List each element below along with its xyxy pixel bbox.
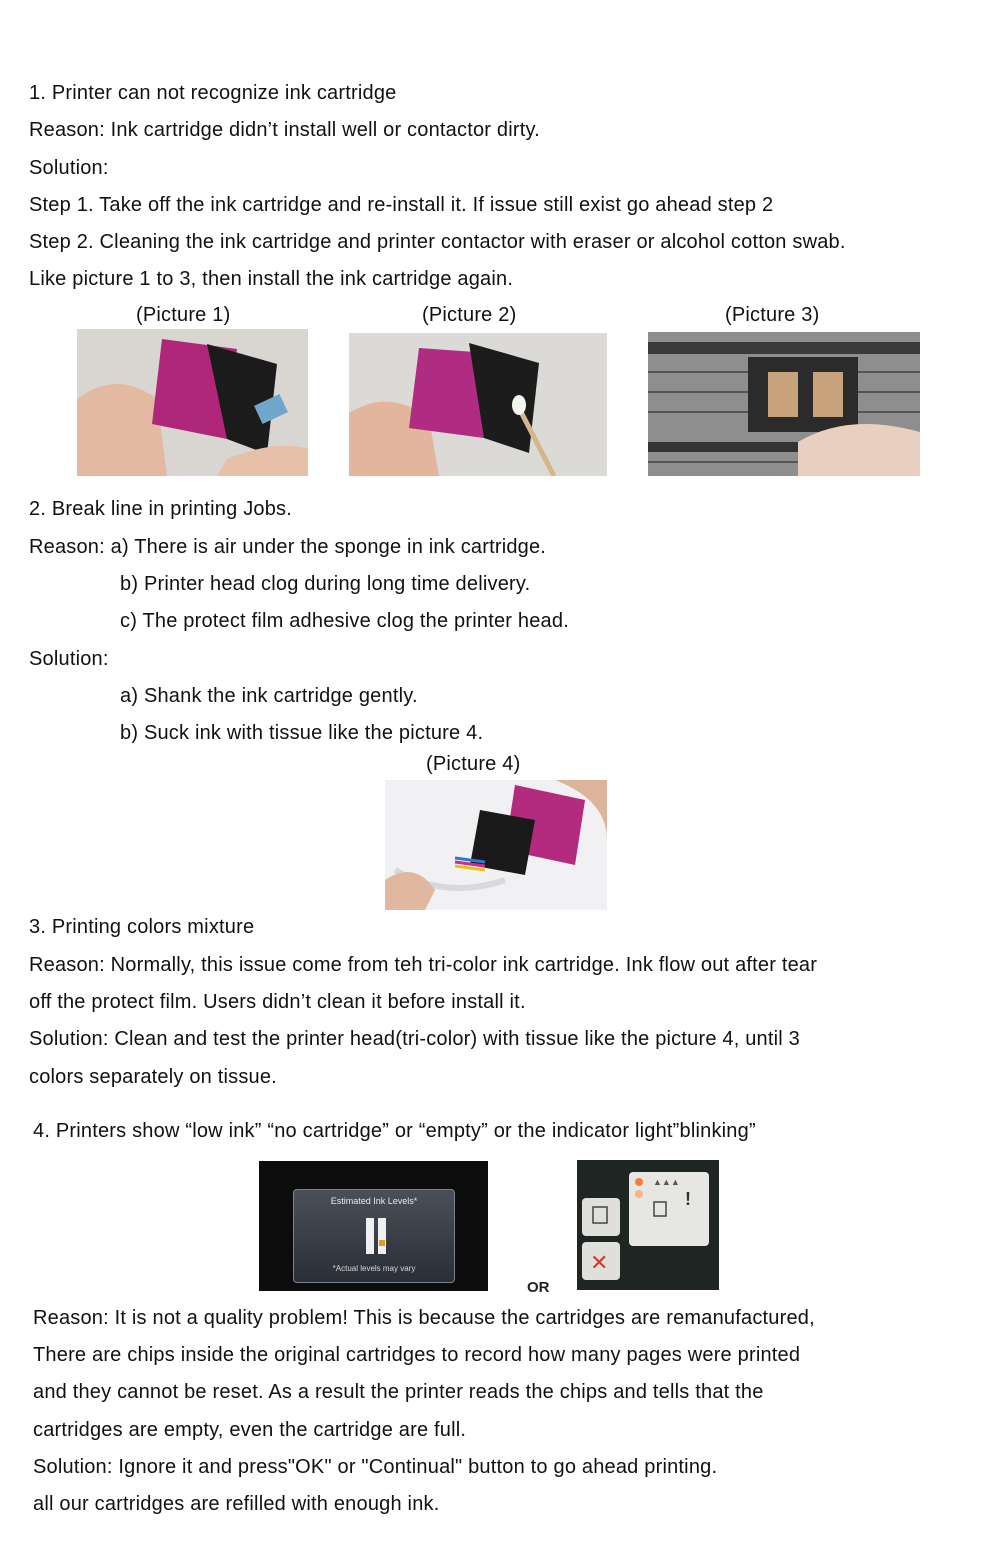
section3-reason-1: Reason: Normally, this issue come from teh tri-color ink cartridge. Ink flow out after tear [29, 954, 818, 976]
svg-text:!: ! [685, 1189, 691, 1209]
section2-solution-a: a) Shank the ink cartridge gently. [120, 685, 418, 707]
section4-reason-2: There are chips inside the original cartridges to record how many pages were printed [33, 1344, 801, 1366]
section2-solution-b: b) Suck ink with tissue like the picture 4. [120, 722, 484, 744]
ink-levels-note: *Actual levels may vary [332, 1264, 416, 1273]
picture1-caption: (Picture 1) [136, 304, 231, 326]
section2-solution-label: Solution: [29, 648, 109, 670]
section2-reason-c: c) The protect film adhesive clog the printer head. [120, 610, 569, 632]
section4-reason-4: cartridges are empty, even the cartridge are full. [33, 1419, 467, 1441]
picture1-cartridge-eraser-photo [77, 329, 308, 476]
section4-heading: 4. Printers show “low ink” “no cartridge” or “empty” or the indicator light”blinking” [33, 1120, 756, 1142]
section3-solution-2: colors separately on tissue. [29, 1066, 277, 1088]
section3-solution-1: Solution: Clean and test the printer head(tri-color) with tissue like the picture 4, until 3 [29, 1028, 801, 1050]
section2-reason-b: b) Printer head clog during long time delivery. [120, 573, 531, 595]
picture2-cartridge-swab-photo [349, 333, 607, 476]
section4-solution: Solution: Ignore it and press"OK" or "Continual" button to go ahead printing. [33, 1456, 718, 1478]
ink-levels-screen-photo [259, 1161, 488, 1291]
section1-step2: Step 2. Cleaning the ink cartridge and printer contactor with eraser or alcohol cotton swab. [29, 231, 846, 253]
section4-reason-1: Reason: It is not a quality problem! This is because the cartridges are remanufactured, [33, 1307, 815, 1329]
section1-reason: Reason: Ink cartridge didn’t install well or contactor dirty. [29, 119, 540, 141]
section4-closing: all our cartridges are refilled with enough ink. [33, 1493, 440, 1515]
section2-reason-a: Reason: a) There is air under the sponge in ink cartridge. [29, 536, 547, 558]
ink-bar-black [366, 1218, 374, 1254]
printer-control-panel-photo [577, 1160, 719, 1290]
ink-levels-title: Estimated Ink Levels* [330, 1196, 418, 1206]
ink-bar-color [378, 1218, 386, 1254]
section1-heading: 1. Printer can not recognize ink cartridge [29, 82, 397, 104]
section1-solution-label: Solution: [29, 157, 109, 179]
picture3-caption: (Picture 3) [725, 304, 820, 326]
section3-reason-2: off the protect film. Users didn’t clean it before install it. [29, 991, 526, 1013]
section2-heading: 2. Break line in printing Jobs. [29, 498, 293, 520]
svg-text:✕: ✕ [590, 1250, 609, 1275]
picture4-tissue-photo [385, 780, 607, 910]
section3-heading: 3. Printing colors mixture [29, 916, 255, 938]
picture4-caption: (Picture 4) [426, 753, 521, 775]
ink-levels-dialog [293, 1189, 455, 1283]
section4-reason-3: and they cannot be reset. As a result the printer reads the chips and tells that the [33, 1381, 764, 1403]
section1-step1: Step 1. Take off the ink cartridge and re-install it. If issue still exist go ahead step 2 [29, 194, 774, 216]
or-label: OR [527, 1279, 550, 1296]
picture3-printer-carriage-photo [648, 332, 920, 476]
picture2-caption: (Picture 2) [422, 304, 517, 326]
section1-step2-cont: Like picture 1 to 3, then install the ink cartridge again. [29, 268, 514, 290]
svg-text:▲▲▲: ▲▲▲ [653, 1177, 680, 1187]
